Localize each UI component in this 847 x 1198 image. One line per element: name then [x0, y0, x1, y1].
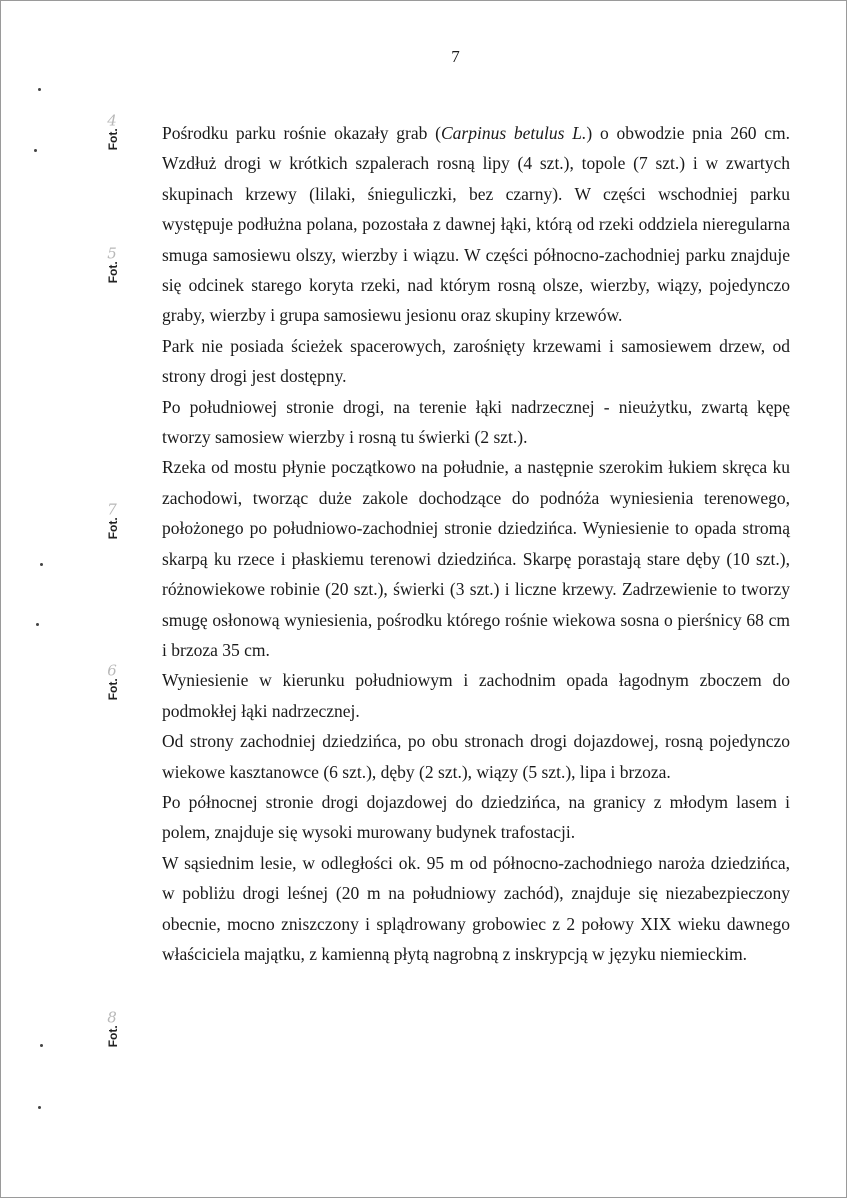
fot-abbrev: Fot. — [106, 128, 120, 151]
paragraph-text: Pośrodku parku rośnie okazały grab ( — [162, 123, 441, 143]
latin-species-name: Carpinus betulus L. — [440, 123, 587, 143]
paragraph: Od strony zachodniej dziedzińca, po obu stronach drogi dojazdowej, rosną pojedynczo wiekowe kasztanowce (6 szt.), dęby (2 szt.), wiązy (5 szt.), lipa i brzoza. — [162, 731, 790, 782]
paragraph: Po północnej stronie drogi dojazdowej do dziedzińca, na granicy z młodym lasem i polem, znajduje się wysoki murowany budynek trafostacji. — [162, 791, 790, 843]
body-text — [162, 118, 790, 969]
scan-speck — [40, 1044, 43, 1047]
fot-number: 6 — [107, 661, 117, 680]
fot-abbrev: Fot. — [106, 517, 120, 540]
paragraph: Rzeka od mostu płynie początkowo na południe, a następnie szerokim łukiem skręca ku zachodowi, tworząc duże zakole dochodzące do podnóża wyniesienia terenowego, położonego po południowo-zachodniej stronie dziedzińca. Wyniesienie to opada stromą skarpą ku rzece i płaskiemu terenowi dziedzińca. Skarpę porastają stare dęby (10 szt.), różnowiekowe robinie (20 szt.), świerki (3 szt.) i liczne krzewy. Zadrzewienie to tworzy smugę osłonową wyniesienia, pośrodku którego rośnie wiekowa sosna o pierśnicy 68 cm i brzoza 35 cm. — [162, 457, 790, 660]
scan-speck — [38, 88, 41, 91]
scan-speck — [36, 623, 39, 626]
fot-number: 7 — [107, 500, 117, 519]
fot-abbrev: Fot. — [106, 1025, 120, 1048]
paragraph — [162, 118, 790, 331]
fot-number: 8 — [107, 1008, 117, 1027]
scan-speck — [34, 149, 37, 152]
scan-speck — [38, 1106, 41, 1109]
fot-abbrev: Fot. — [106, 678, 120, 701]
paragraph: W sąsiednim lesie, w odległości ok. 95 m od północno-zachodniego naroża dziedzińca, w pobliżu drogi leśnej (20 m na południowy zachód), znajduje się niezabezpieczony obecnie, mocno zniszczony i splądrowany grobowiec z 2 połowy XIX wieku dawnego właściciela majątku, z kamienną płytą nagrobną z inskrypcją w języku niemieckim. — [162, 852, 790, 964]
fot-number: 5 — [107, 244, 117, 263]
fot-abbrev: Fot. — [106, 261, 120, 284]
paragraph-text: ) o obwodzie pnia 260 cm. Wzdłuż drogi w krótkich szpalerach rosną lipy (4 szt.), topole (7 szt.) i w zwartych skupinach krzewy (lilaki, śnieguliczki, bez czarny). W części wschodniej parku występuje podłużna polana, pozostała z dawnej łąki, którą od rzeki oddziela nieregularna smuga samosiewu olszy, wierzby i wiązu. W części północno-zachodniej parku znajduje się odcinek starego koryta rzeki, nad którym rosną olsze, wierzby, wiązy, pojedynczo graby, wierzby i grupa samosiewu jesionu oraz skupiny krzewów. — [162, 123, 790, 326]
paragraph: Wyniesienie w kierunku południowym i zachodnim opada łagodnym zboczem do podmokłej łąki nadrzecznej. — [162, 670, 790, 721]
page-number: 7 — [451, 47, 460, 66]
paragraph: Po południowej stronie drogi, na terenie łąki nadrzecznej - nieużytku, zwartą kępę tworzy samosiew wierzby i rosną tu świerki (2 szt.). — [162, 396, 790, 448]
fot-number: 4 — [107, 111, 117, 130]
scan-speck — [40, 563, 43, 566]
paragraph: Park nie posiada ścieżek spacerowych, zarośnięty krzewami i samosiewem drzew, od strony drogi jest dostępny. — [162, 335, 790, 387]
